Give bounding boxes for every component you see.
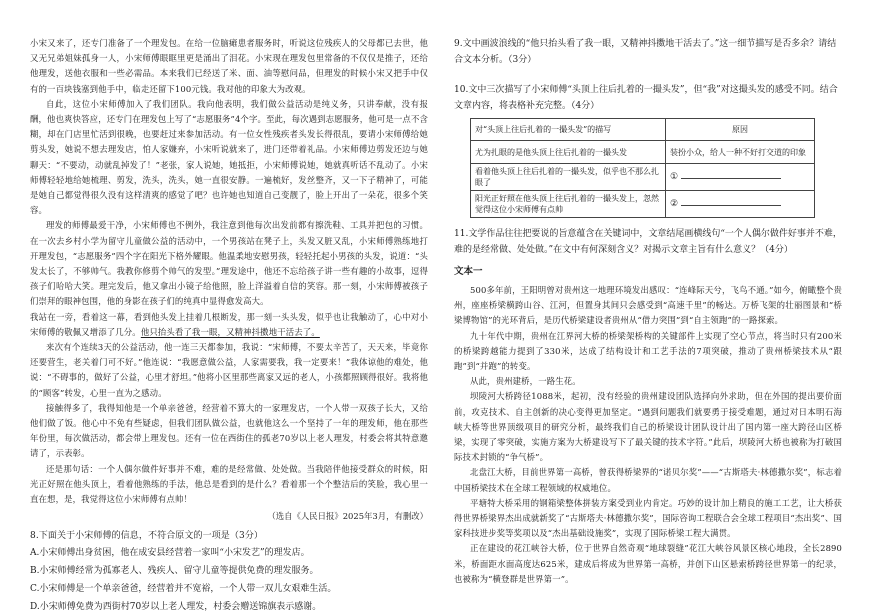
- text-paragraph: 平塘特大桥采用的钢箱梁整体拼装方案受到业内肯定。巧妙的设计加上精良的施工工艺，让大桥获得世界桥梁界杰出成就新奖了“古斯塔夫·林德撒尔奖”，国际咨询工程联合会全球工程项目“杰出奖”、国家科技进步奖等奖项以及“杰出基础设施奖”，实现了国际桥梁工程大满贯。: [454, 497, 842, 539]
- story-paragraph: 还是那句话：一个人偶尔做件好事并不难，难的是经常做、处处做。当我陪伴他接受群众的时候，阳光正好照在他头顶上，看着他熟练的手法，他总是看到的是什么？看着那一个个整洁后的笑脸，我心里一直在想，是，我觉得这位小宋师傅有点帅！: [30, 463, 428, 505]
- table-row: [471, 141, 815, 164]
- story-paragraph: 理发的师傅最爱干净，小宋师傅也不例外，我注意到他每次出发前都有擦洗鞋、工具并把包的习惯。在一次去乡村小学为留守儿童做公益的活动中，一个男孩站在凳子上，头发又脏又乱，小宋师傅熟练地打开理发包，“志愿服务”四个字在阳光下格外耀眼。他温柔地安慰男孩，轻轻托起小男孩的头发，说道：“头发太长了，不够帅气。我教你修剪个帅气的发型。”理发途中，他还不忘给孩子讲一些有趣的小故事，逗得孩子们哈哈大笑。理完发后，他又拿出小镜子给他照，脸上洋溢着自信的笑容。那一刻，小宋师傅被孩子们崇拜的眼神包围，他的身影在孩子们的纯真中显得愈发高大。: [30, 220, 428, 307]
- table-cell: 看着他头顶上往后扎着的一撮头发，似乎也不那么扎眼了: [471, 164, 666, 191]
- text-paragraph: 500多年前，王阳明曾对贵州这一地理环境发出感叹：“连峰际天兮，飞鸟不通。”如今，俯瞰整个贵州，座座桥梁横跨山谷、江河，但置身其间只会感受到“高速千里”的畅达。万桥飞架的壮丽图景和“桥梁博物馆”的光环背后，是历代桥梁建设者贵州从“借力突围”到“自主领跑”的一路探索。: [454, 285, 842, 326]
- story-paragraph: 接触得多了，我得知他是一个单亲爸爸，经营着不算大的一家理发店，一个人带一双孩子长大，又给他们做了饭。他心中不免有些疑虑，但我们团队做公益，也就他这么一个坚持了一年的理发师，他在那些年份里，每次做活动，都会带上理发包。还有一位在西街住的孤老70岁以上老人理发，村委会将其特意邀请了，示表彰。: [30, 402, 428, 459]
- left-column: [30, 36, 428, 615]
- source-note: （选自《人民日报》2025年3月，有删改）: [267, 511, 428, 522]
- table-cell: 阳光正好照在他头顶上往后扎着的一撮头发上，忽然觉得这位小宋师傅有点帅: [471, 191, 666, 218]
- text-paragraph: 坝陵河大桥跨径1088米，起初，没有经验的贵州建设团队选择向外求助，但在外国的提出要价面前，攻克技术、自主创新的决心变得更加坚定。“遇到问题我们就要勇于接受难题，通过对日本明石海峡大桥等世界顶级项目的研究分析，最终我们自己的桥梁设计团队设计出了国内第一座大跨径山区桥梁，实现了零突破，实施方案为大桥建设写下了最关键的技术字符。”此后，坝陵河大桥也被称为打破国际技术封锁的“争气桥”。: [454, 391, 842, 463]
- question-8-stem: 8.下面关于小宋师傅的信息，不符合原文的一项是（3分）: [30, 531, 264, 542]
- story-paragraph: 自此，这位小宋师傅加入了我们团队。我向他表明，我们做公益活动是纯义务，只讲奉献，没有报酬，他也爽快答应，还专门在理发包上写了“志愿服务”4个字。至此，每次遇到志愿服务，他可是一点不含糊，却在门店里忙活到很晚，也要赶过来参加活动。有一位女性残疾者头发长得很乱，要请小宋师傅给她剪头发，她说不想去理发店，怕人家嫌弃，小宋听说就来了，进门还带着礼品。小宋师傅边剪发还边与她聊天：“不要动，动就乱掉发了！”老张，家人说她，她抵拒，小宋师傅说她，她就真听话不乱动了。小宋师傅轻轻地给她梳理、剪发，洗头，洗头，她一直很安静。一遍梳好，发丝整齐，又一下子精神了，可能是她自己都觉得很久没有这样清爽的感觉了吧？也许她也知道自己变靓了，脸上开出了一朵花，很多个笑容。: [30, 98, 428, 216]
- table-header: 对“头顶上往后扎着的一撮头发”的描写: [471, 119, 666, 141]
- underlined-sentence: 他只抬头看了我一眼，又精神抖擞地干活去了。: [140, 326, 320, 337]
- table-cell: 装扮小众，给人一种不好打交道的印象: [666, 141, 815, 164]
- question-8-option-d: D.小宋师傅免费为西街村70岁以上老人理发，村委会赠送锦旗表示感谢。: [30, 602, 322, 613]
- question-8-option-c: C.小宋师傅是一个单亲爸爸，经营着并不宽裕，一个人带一双儿女艰难生活。: [30, 584, 337, 595]
- question-8-option-a: A.小宋师傅出身贫困，他在成安县经营着一家叫“小宋发艺”的理发店。: [30, 548, 310, 559]
- question-9: 9.文中画波浪线的“他只抬头看了我一眼，又精神抖擞地干活去了。”这一细节描写是否多余？请结合文本分析。（3分）: [454, 39, 837, 65]
- story-paragraph: 小宋又来了，还专门准备了一个理发包。在给一位脑瘫患者服务时，听说这位残疾人的父母都已去世，他又无兄弟姐妹孤身一人，小宋师傅眼眶里更是涌出了泪花。小宋现在理发包里常备的不仅仅是推子，还给他理发，送他衣服和一些必需品。本来我们已经送了米、面、油等慰问品，但理发的时候小宋又把手中仅有的一百块钱塞到他手中，临走还留下100元钱。我对他的印象大为改观。: [30, 38, 428, 94]
- section-title: 文本一: [454, 266, 483, 277]
- table-row: [471, 191, 815, 218]
- text-paragraph: 九十年代中期，贵州在江界河大桥的桥梁架桥构的关键部件上实现了空心节点，将当时只有200米的桥梁跨越能力提到了330米，达成了结构设计和工艺手法的7项突破，推动了贵州桥梁技术从“跟跑”到“并跑”的转变。: [454, 330, 842, 372]
- text-paragraph: 正在建设的花江峡谷大桥，位于世界自然奇观“地球裂缝”花江大峡谷风景区核心地段，全长2890米，桥面距水面高度达625米，建成后将成为世界第一高桥，并创下山区悬索桥跨径世界第一的纪录，也被称为“横登群是世界第一”。: [454, 543, 842, 584]
- text-paragraph: 从此，贵州建桥，一路生花。: [470, 376, 581, 387]
- text-paragraph: 北盘江大桥，目前世界第一高桥，曾获得桥梁界的“诺贝尔奖”——“古斯塔夫·林德撒尔奖”，标志着中国桥梁技术在全球工程领域的权威地位。: [454, 467, 842, 493]
- table-header-row: [471, 119, 815, 141]
- right-column: [454, 36, 842, 587]
- question-8-option-b: B.小宋师傅经常为孤寡老人、残疾人、留守儿童等提供免费的理发服务。: [30, 566, 319, 577]
- table-cell-answer-1: ①: [666, 164, 815, 191]
- story-paragraph: 我站在一旁，看着这一幕，看到他头发上挂着几根断发，那一刻一头头发，似乎也让我触动了，心中对小宋师傅的敬佩又增添了几分。他只抬头看了我一眼，又精神抖擞地干活去了。: [30, 311, 428, 337]
- story-paragraph: 来次有个连续3天的公益活动，他一连三天都参加，我说：“宋师傅，不要太辛苦了，天天来，毕竟你还要营生，老关着门可不好。”他连说：“我愿意做公益，人家需要我，我一定要来！”我体谅他的难处，他说：“不碍事的，做好了公益，心里才舒坦。”他将小区里那些离家又远的老人，小孩都照顾得很好。我将他的“顾客”转发，心里一直为之感动。: [30, 342, 428, 398]
- question-11: 11.文学作品往往把要说的旨意蕴含在关键词中，文章结尾画横线句“一个人偶尔做件好事并不难，难的是经常做、处处做。”在文中有何深刻含义？对揭示文章主旨有什么意义？（4分）: [454, 229, 842, 255]
- question-10: 10.文中三次描写了小宋师傅“头顶上往后扎着的一撮头发”，但“我”对这撮头发的感受不同。结合文章内容，将表格补充完整。（4分）: [454, 85, 838, 111]
- table-header: 原因: [666, 119, 815, 141]
- question-10-table: [470, 118, 815, 218]
- table-cell: 尤为扎眼的是他头顶上往后扎着的一撮头发: [471, 141, 666, 164]
- table-row: [471, 164, 815, 191]
- table-cell-answer-2: ②: [666, 191, 815, 218]
